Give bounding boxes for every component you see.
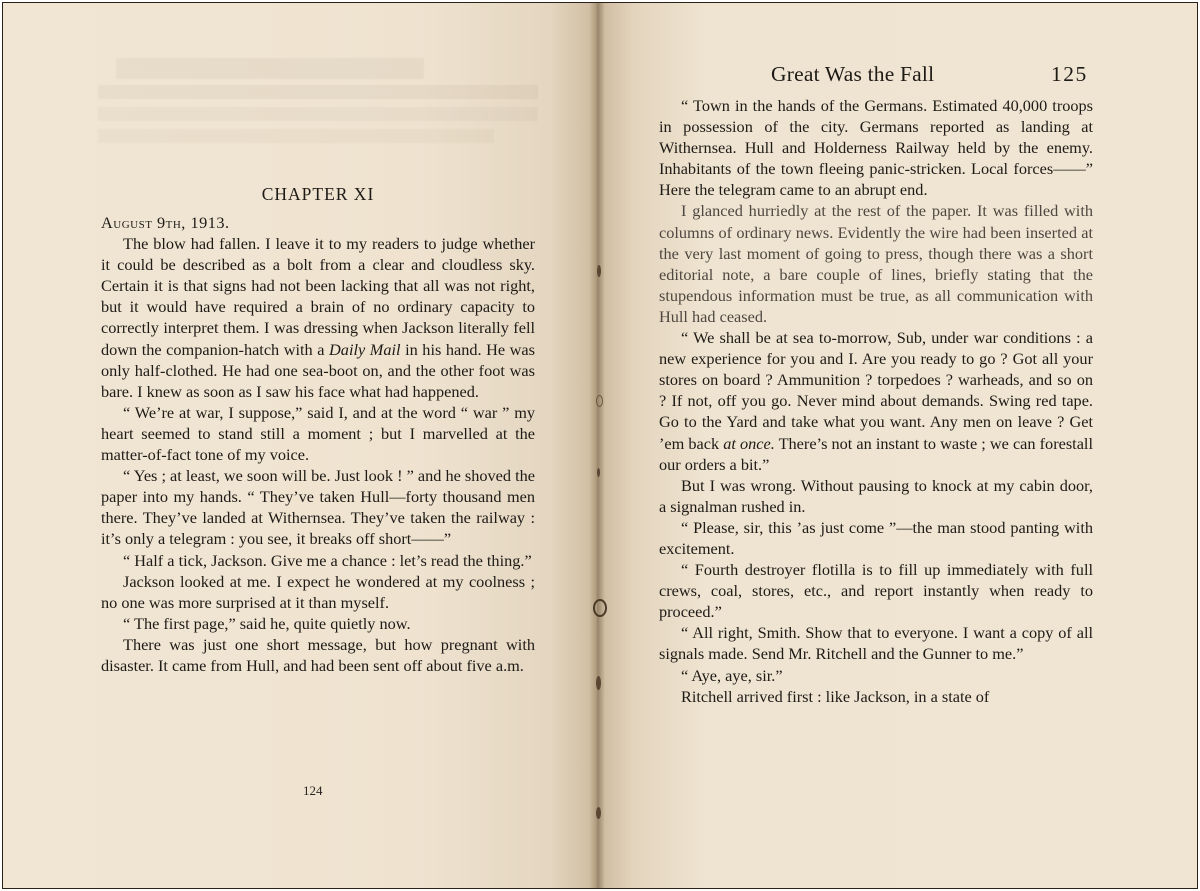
binding-thread-mark	[596, 807, 601, 819]
paragraph: Ritchell arrived first : like Jackson, in a state of	[681, 686, 990, 706]
binding-thread-mark	[597, 265, 601, 277]
binding-thread-mark	[596, 676, 601, 690]
binding-thread-mark	[597, 468, 600, 477]
book-gutter	[589, 3, 605, 888]
paragraph: “ Town in the hands of the Germans. Estimated 40,000 troops in possession of the city. Germans reported as landing at Withernsea. Hull and Holderness Railway held by the enemy. Inhabitants of the town fleeing panic-stricken. Local forces——” Here the telegram came to an abrupt end.	[659, 96, 1093, 200]
paragraph: “ Yes ; at least, we soon will be. Just look ! ” and he shoved the paper into my hands. “ They’ve taken Hull—forty thousand men there. They’ve landed at Withernsea. They’ve taken the railway : it’s only a telegram : you see, it breaks off short——”	[101, 466, 535, 549]
left-page-text	[101, 212, 535, 676]
paragraph: “ We shall be at sea to-morrow, Sub, under war conditions : a new experience for you and I. Are you ready to go ? Got all your stores on board ? Ammunition ? torpedoes ? warheads, and so on ? If not, off you go. Never mind about demands. Swing red tape. Go to the Yard and take what you want. Any men on leave ? Get ’em back at once. There’s not an instant to waste ; we can forestall our orders a bit.”	[659, 328, 1093, 474]
page-number: 125	[1051, 62, 1088, 86]
show-through-text	[98, 58, 538, 143]
left-page	[3, 3, 597, 888]
emphasis: at once.	[723, 433, 775, 453]
page-number: 124	[303, 783, 323, 798]
binding-thread-mark	[593, 599, 607, 617]
paragraph: Jackson looked at me. I expect he wondered at my coolness ; no one was more surprised at it than myself.	[101, 571, 535, 612]
paragraph: I glanced hurriedly at the rest of the paper. It was filled with columns of ordinary news. Evidently the wire had been inserted at the very last moment of going to press, though there was a short editorial note, a bare couple of lines, briefly stating that the stupendous information must be true, as all communication with Hull had ceased.	[659, 201, 1093, 326]
paragraph: The blow had fallen. I leave it to my readers to judge whether it could be described as a bolt from a clear and cloudless sky. Certain it is that signs had not been lacking that all was not right, but it would have required a brain of no ordinary capacity to correctly interpret them. I was dressing when Jackson literally fell down the companion-hatch with a Daily Mail in his hand. He was only half-clothed. He had one sea-boot on, and the other foot was bare. I knew as soon as I saw his face what had happened.	[101, 234, 535, 401]
paragraph: “ Fourth destroyer flotilla is to fill up immediately with full crews, coal, stores, etc., and report instantly when ready to proceed.”	[659, 560, 1093, 622]
right-page-text	[659, 95, 1093, 707]
paragraph: “ Aye, aye, sir.”	[681, 665, 783, 685]
open-book-spread	[2, 2, 1198, 889]
date-line: August 9th, 1913.	[101, 213, 230, 232]
paragraph: There was just one short message, but how pregnant with disaster. It came from Hull, and had been sent off about five a.m.	[101, 634, 535, 675]
paragraph: “ The first page,” said he, quite quietly now.	[123, 613, 411, 633]
newspaper-title: Daily Mail	[329, 339, 401, 359]
right-page	[597, 3, 1198, 888]
paragraph: “ All right, Smith. Show that to everyone. I want a copy of all signals made. Send Mr. Ritchell and the Gunner to me.”	[659, 623, 1093, 664]
paragraph: “ We’re at war, I suppose,” said I, and at the word “ war ” my heart seemed to stand still a moment ; but I marvelled at the matter-of-fact tone of my voice.	[101, 402, 535, 465]
paragraph: “ Half a tick, Jackson. Give me a chance : let’s read the thing.”	[123, 550, 532, 570]
binding-thread-mark	[596, 395, 603, 407]
chapter-heading: CHAPTER XI	[261, 184, 375, 204]
paragraph: “ Please, sir, this ’as just come ”—the man stood panting with excitement.	[659, 517, 1093, 558]
paragraph: But I was wrong. Without pausing to knock at my cabin door, a signalman rushed in.	[659, 475, 1093, 516]
running-head: Great Was the Fall	[771, 62, 935, 86]
